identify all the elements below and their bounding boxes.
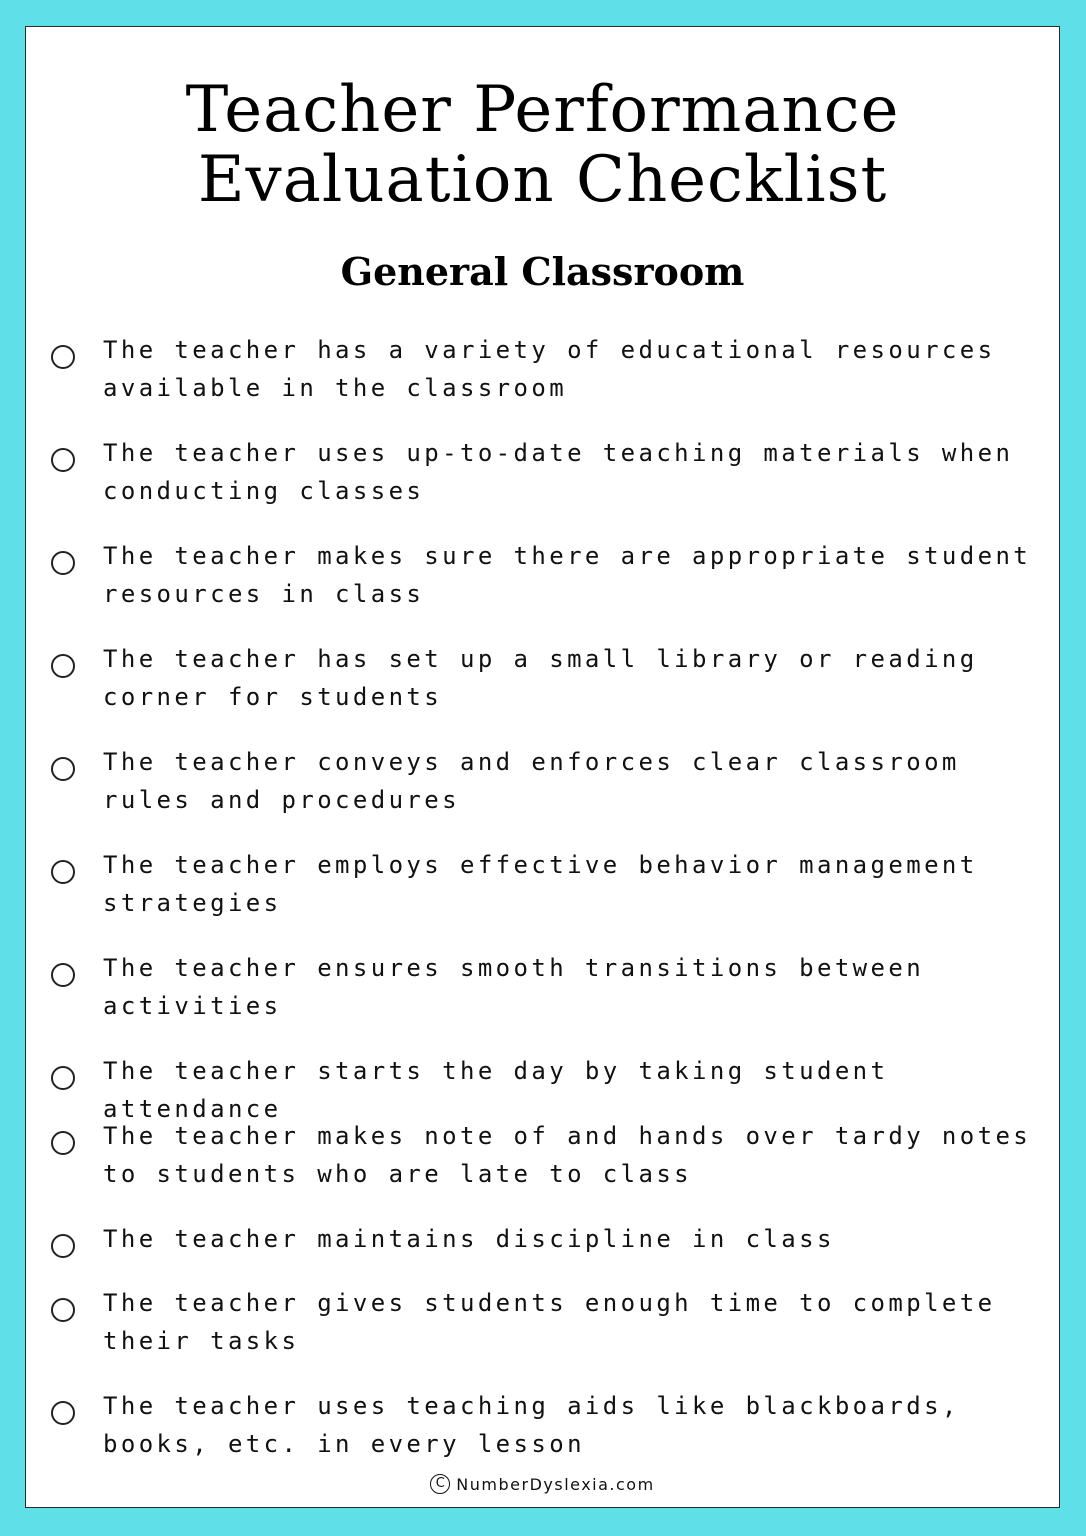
checkbox-circle-icon[interactable] bbox=[51, 1401, 75, 1425]
checklist-item bbox=[26, 1117, 1059, 1207]
section-title: General Classroom bbox=[340, 249, 745, 294]
checklist-item bbox=[26, 743, 1059, 833]
checklist-item bbox=[26, 331, 1059, 421]
checkbox-circle-icon[interactable] bbox=[51, 345, 75, 369]
checklist-item-text: The teacher maintains discipline in class bbox=[103, 1225, 835, 1253]
page-title bbox=[26, 75, 1059, 215]
checkbox-circle-icon[interactable] bbox=[51, 654, 75, 678]
checklist-item bbox=[26, 949, 1059, 1039]
checkbox-circle-icon[interactable] bbox=[51, 1234, 75, 1258]
checklist-item bbox=[26, 846, 1059, 936]
page-title-line-2: Evaluation Checklist bbox=[197, 143, 888, 217]
checklist-item bbox=[26, 537, 1059, 627]
checklist-item bbox=[26, 1284, 1059, 1374]
checkbox-circle-icon[interactable] bbox=[51, 1131, 75, 1155]
checklist-item-text: The teacher conveys and enforces clear classroom rules and procedures bbox=[103, 748, 960, 814]
checklist-item bbox=[26, 1387, 1059, 1477]
checklist-item bbox=[26, 434, 1059, 524]
page-title-line-1: Teacher Performance bbox=[185, 73, 900, 147]
copyright-icon: C bbox=[430, 1474, 450, 1494]
checklist-item bbox=[26, 640, 1059, 730]
checklist-item-text: The teacher employs effective behavior management strategies bbox=[103, 851, 978, 917]
checklist-item-text: The teacher makes note of and hands over tardy notes to students who are late to class bbox=[103, 1122, 1032, 1188]
footer-site-name: NumberDyslexia.com bbox=[456, 1475, 655, 1494]
checkbox-circle-icon[interactable] bbox=[51, 448, 75, 472]
checkbox-circle-icon[interactable] bbox=[51, 1066, 75, 1090]
checklist-item-text: The teacher starts the day by taking student attendance bbox=[103, 1057, 889, 1123]
checklist-item-text: The teacher makes sure there are appropriate student resources in class bbox=[103, 542, 1032, 608]
checklist-item-text: The teacher uses up-to-date teaching materials when conducting classes bbox=[103, 439, 1014, 505]
checkbox-circle-icon[interactable] bbox=[51, 860, 75, 884]
checklist-item-text: The teacher uses teaching aids like blackboards, books, etc. in every lesson bbox=[103, 1392, 960, 1458]
checklist-item-text: The teacher ensures smooth transitions between activities bbox=[103, 954, 925, 1020]
checklist-sheet bbox=[25, 26, 1060, 1508]
checklist-item-text: The teacher has set up a small library or reading corner for students bbox=[103, 645, 978, 711]
checklist-item-text: The teacher gives students enough time to complete their tasks bbox=[103, 1289, 996, 1355]
footer-credit bbox=[26, 1473, 1059, 1497]
checkbox-circle-icon[interactable] bbox=[51, 963, 75, 987]
checklist-item-text: The teacher has a variety of educational resources available in the classroom bbox=[103, 336, 996, 402]
checkbox-circle-icon[interactable] bbox=[51, 551, 75, 575]
checkbox-circle-icon[interactable] bbox=[51, 757, 75, 781]
checkbox-circle-icon[interactable] bbox=[51, 1298, 75, 1322]
